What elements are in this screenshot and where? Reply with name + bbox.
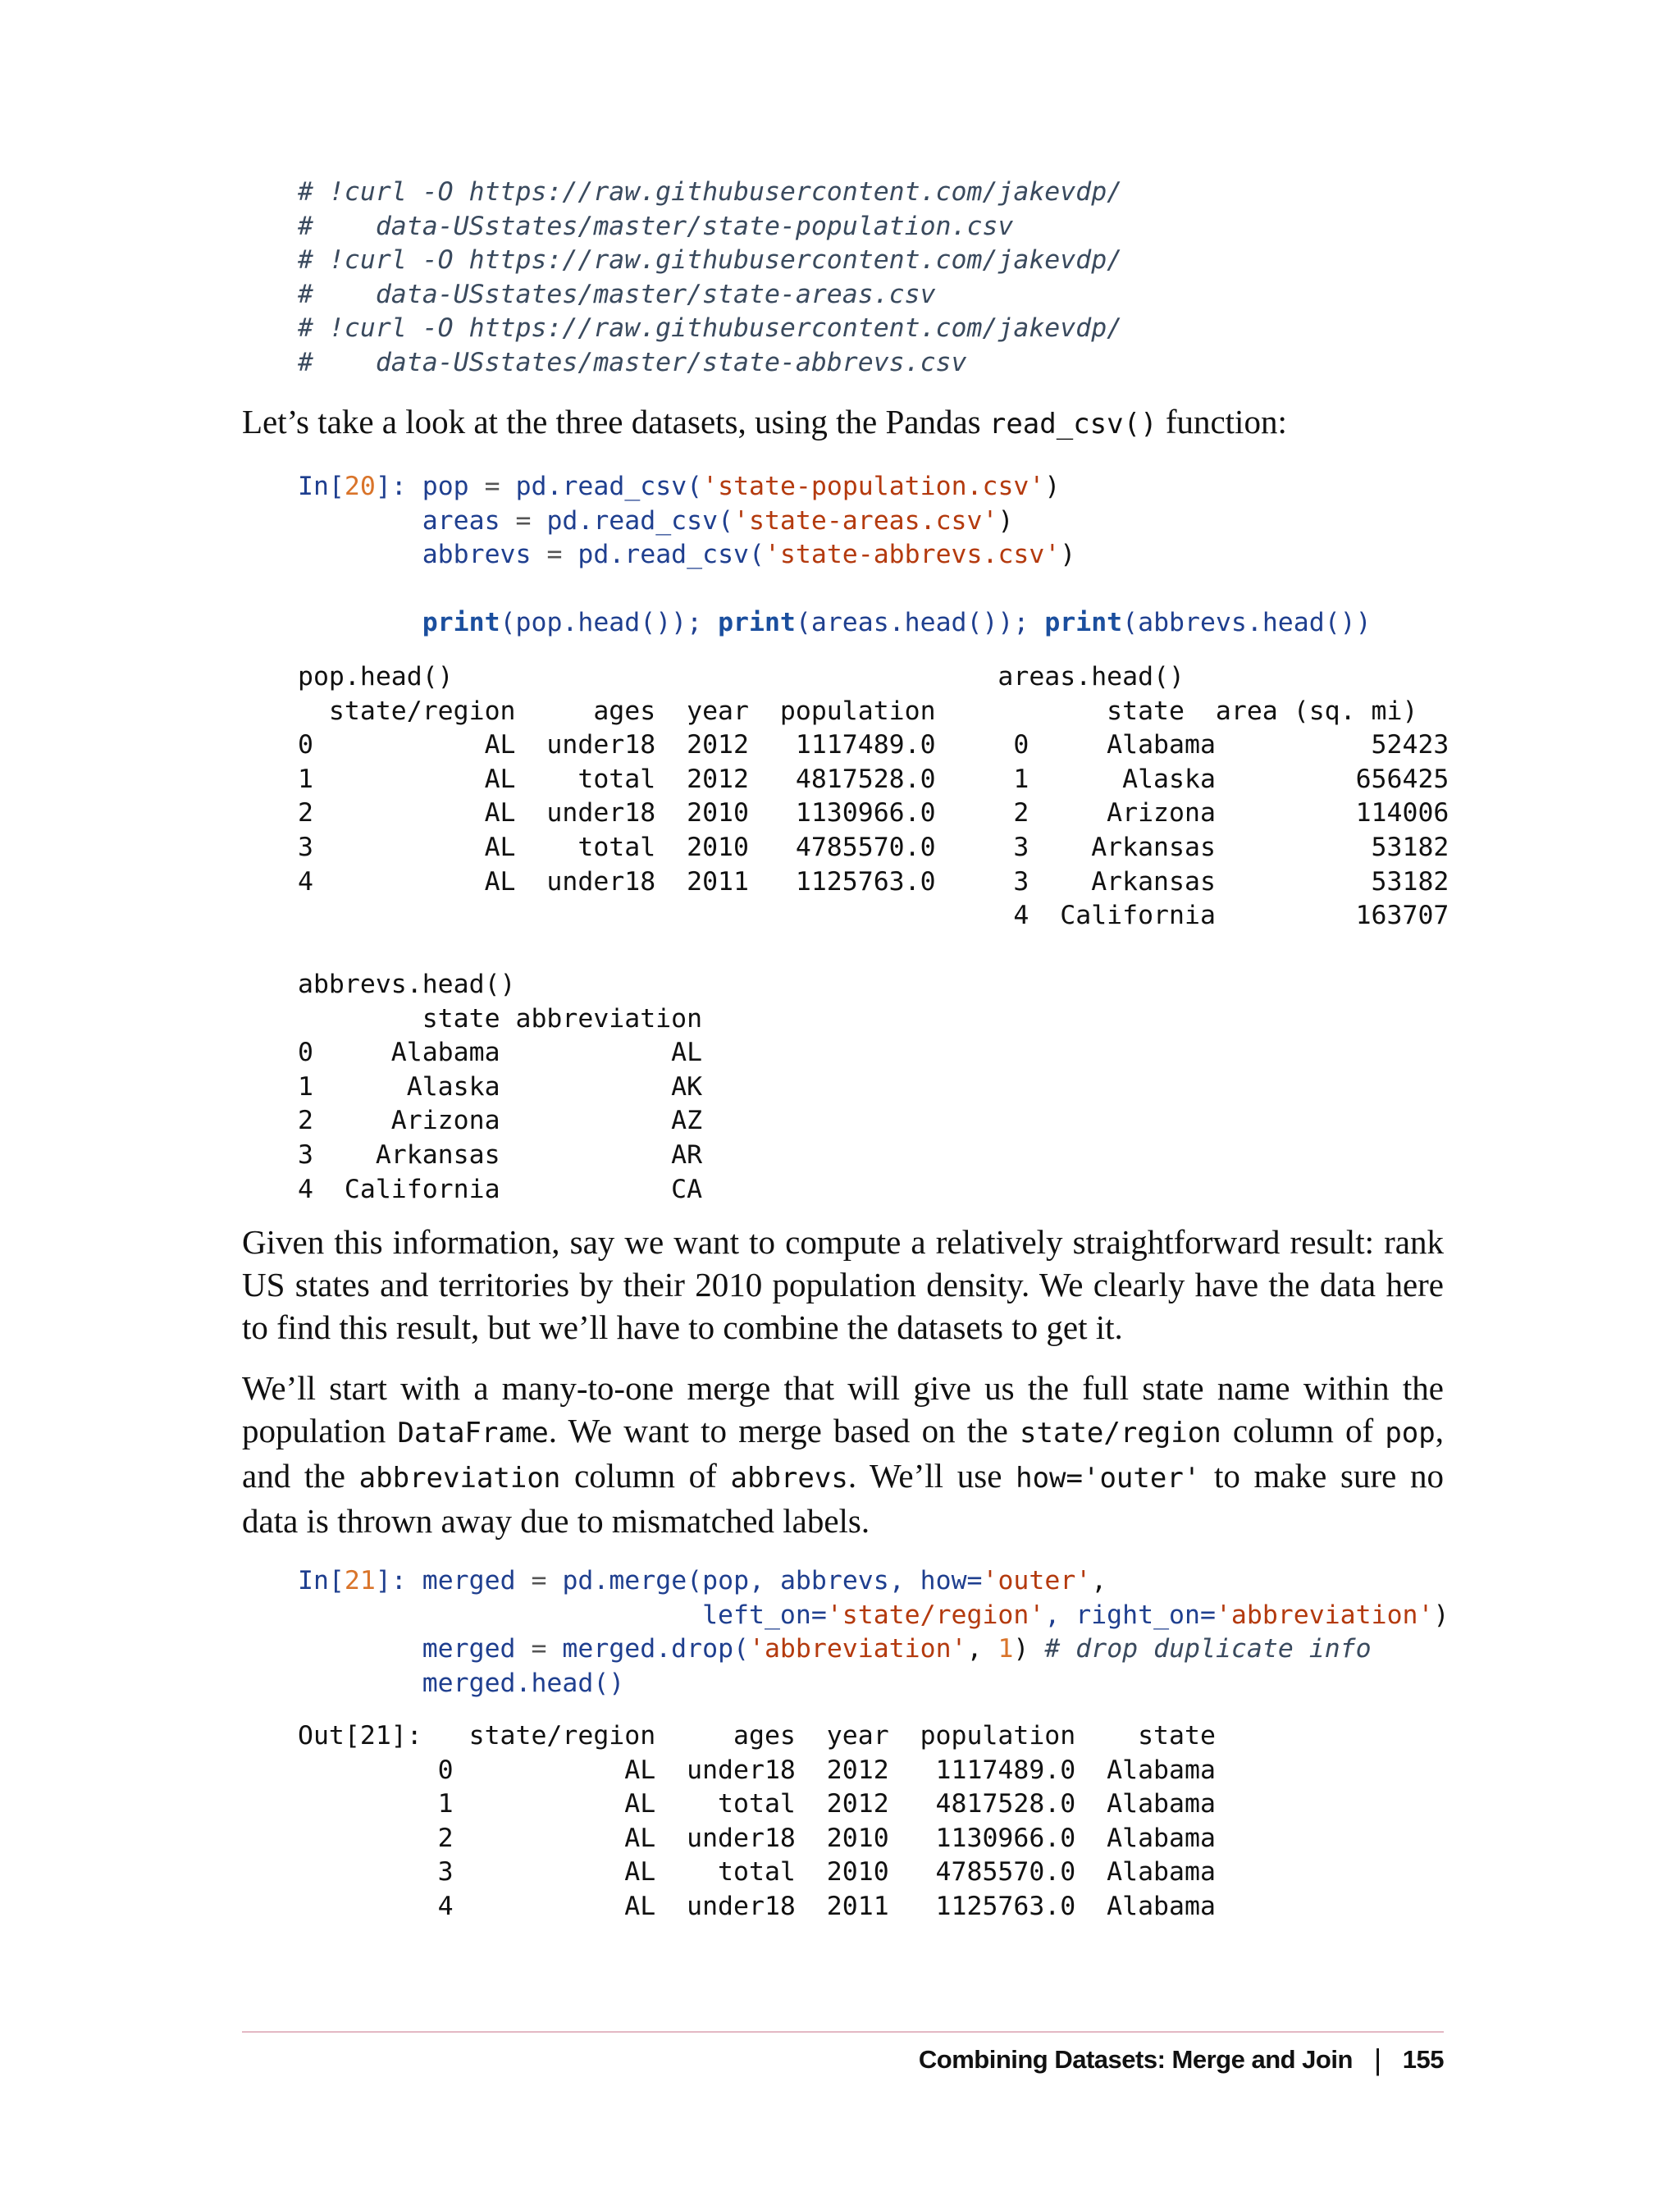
inline-code: read_csv() bbox=[988, 408, 1157, 441]
output-line: 0 AL under18 2012 1117489.0 0 Alabama 52423 bbox=[298, 730, 1449, 760]
output-line: abbrevs.head() bbox=[298, 970, 516, 999]
output-line: 0 Alabama AL bbox=[298, 1038, 703, 1068]
comment-line: # !curl -O https://raw.githubusercontent.com/jakevdp/ bbox=[298, 245, 1123, 276]
comment-line: # data-USstates/master/state-abbrevs.csv bbox=[298, 347, 967, 377]
comment-line: # !curl -O https://raw.githubusercontent.com/jakevdp/ bbox=[298, 177, 1123, 207]
code-cell-in21: In[21]: merged = pd.merge(pop, abbrevs, how='outer', left_on='state/region', right_on='abbreviation') merged = merged.drop('abbreviation', 1) # drop duplicate info merged.head() bbox=[298, 1566, 1449, 1698]
page-footer bbox=[919, 2043, 1444, 2077]
output-line: 3 AL total 2010 4785570.0 3 Arkansas 53182 bbox=[298, 832, 1449, 862]
output-line: 4 California CA bbox=[298, 1174, 703, 1204]
output-line: 1 AL total 2012 4817528.0 Alabama bbox=[298, 1789, 1216, 1819]
output-out21 bbox=[242, 1719, 1216, 1924]
curl-comment-block bbox=[242, 176, 1122, 381]
output-line: 3 Arkansas AR bbox=[298, 1139, 703, 1170]
output-line: Out[21]: state/region ages year population state bbox=[298, 1721, 1216, 1751]
body-paragraph: We’ll start with a many-to-one merge that will give us the full state name within the population DataFrame. We want to merge based on the state/region column of pop, and the abbreviation column of abbrevs. We’ll use how='outer' to make sure no data is thrown away due to mismatched labels. bbox=[242, 1369, 1444, 1540]
page-number: 155 bbox=[1402, 2045, 1444, 2074]
footer-separator: | bbox=[1373, 2043, 1381, 2076]
section-title: Combining Datasets: Merge and Join bbox=[918, 2045, 1353, 2074]
output-line: 4 AL under18 2011 1125763.0 Alabama bbox=[298, 1891, 1216, 1921]
inline-code: DataFrame bbox=[397, 1417, 549, 1449]
comment-line: # data-USstates/master/state-areas.csv bbox=[298, 279, 936, 309]
comment-line: # !curl -O https://raw.githubusercontent.com/jakevdp/ bbox=[298, 313, 1123, 344]
output-line: state/region ages year population state area (sq. mi) bbox=[298, 696, 1418, 726]
output-line: 1 Alaska AK bbox=[298, 1071, 703, 1102]
output-line: 2 AL under18 2010 1130966.0 2 Arizona 114006 bbox=[298, 798, 1449, 829]
footer-divider bbox=[242, 2031, 1444, 2033]
output-line: 1 AL total 2012 4817528.0 1 Alaska 656425 bbox=[298, 764, 1449, 794]
inline-code: abbrevs bbox=[730, 1462, 848, 1495]
comment-line: # data-USstates/master/state-population.csv bbox=[298, 211, 1014, 241]
output-line: state abbreviation bbox=[298, 1003, 703, 1034]
output-line: 0 AL under18 2012 1117489.0 Alabama bbox=[298, 1755, 1216, 1785]
inline-code: how='outer' bbox=[1016, 1462, 1201, 1495]
output-line: 4 California 163707 bbox=[298, 901, 1449, 931]
inline-code: abbreviation bbox=[358, 1462, 561, 1495]
output-pop-areas bbox=[242, 660, 1449, 934]
output-line: pop.head() areas.head() bbox=[298, 662, 1185, 692]
output-line: 2 AL under18 2010 1130966.0 Alabama bbox=[298, 1823, 1216, 1853]
output-line: 3 AL total 2010 4785570.0 Alabama bbox=[298, 1857, 1216, 1888]
output-abbrevs bbox=[242, 968, 702, 1207]
output-line: 4 AL under18 2011 1125763.0 3 Arkansas 53182 bbox=[298, 866, 1449, 897]
inline-code: state/region bbox=[1020, 1417, 1221, 1449]
output-line: 2 Arizona AZ bbox=[298, 1106, 703, 1136]
body-paragraph: Given this information, say we want to compute a relatively straightforward result: rank US states and territories by their 2010 population density. We clearly have the data here to find this result, but we’ll have to combine the datasets to get it. bbox=[242, 1223, 1444, 1346]
inline-code: pop bbox=[1385, 1417, 1436, 1449]
body-paragraph: Let’s take a look at the three datasets, using the Pandas read_csv() function: bbox=[242, 403, 1287, 441]
code-cell-in20: In[20]: pop = pd.read_csv('state-population.csv') areas = pd.read_csv('state-areas.csv') abbrevs = pd.read_csv('state-abbrevs.csv') print(pop.head()); print(areas.head()); print(abbrevs.head()) bbox=[298, 472, 1372, 638]
